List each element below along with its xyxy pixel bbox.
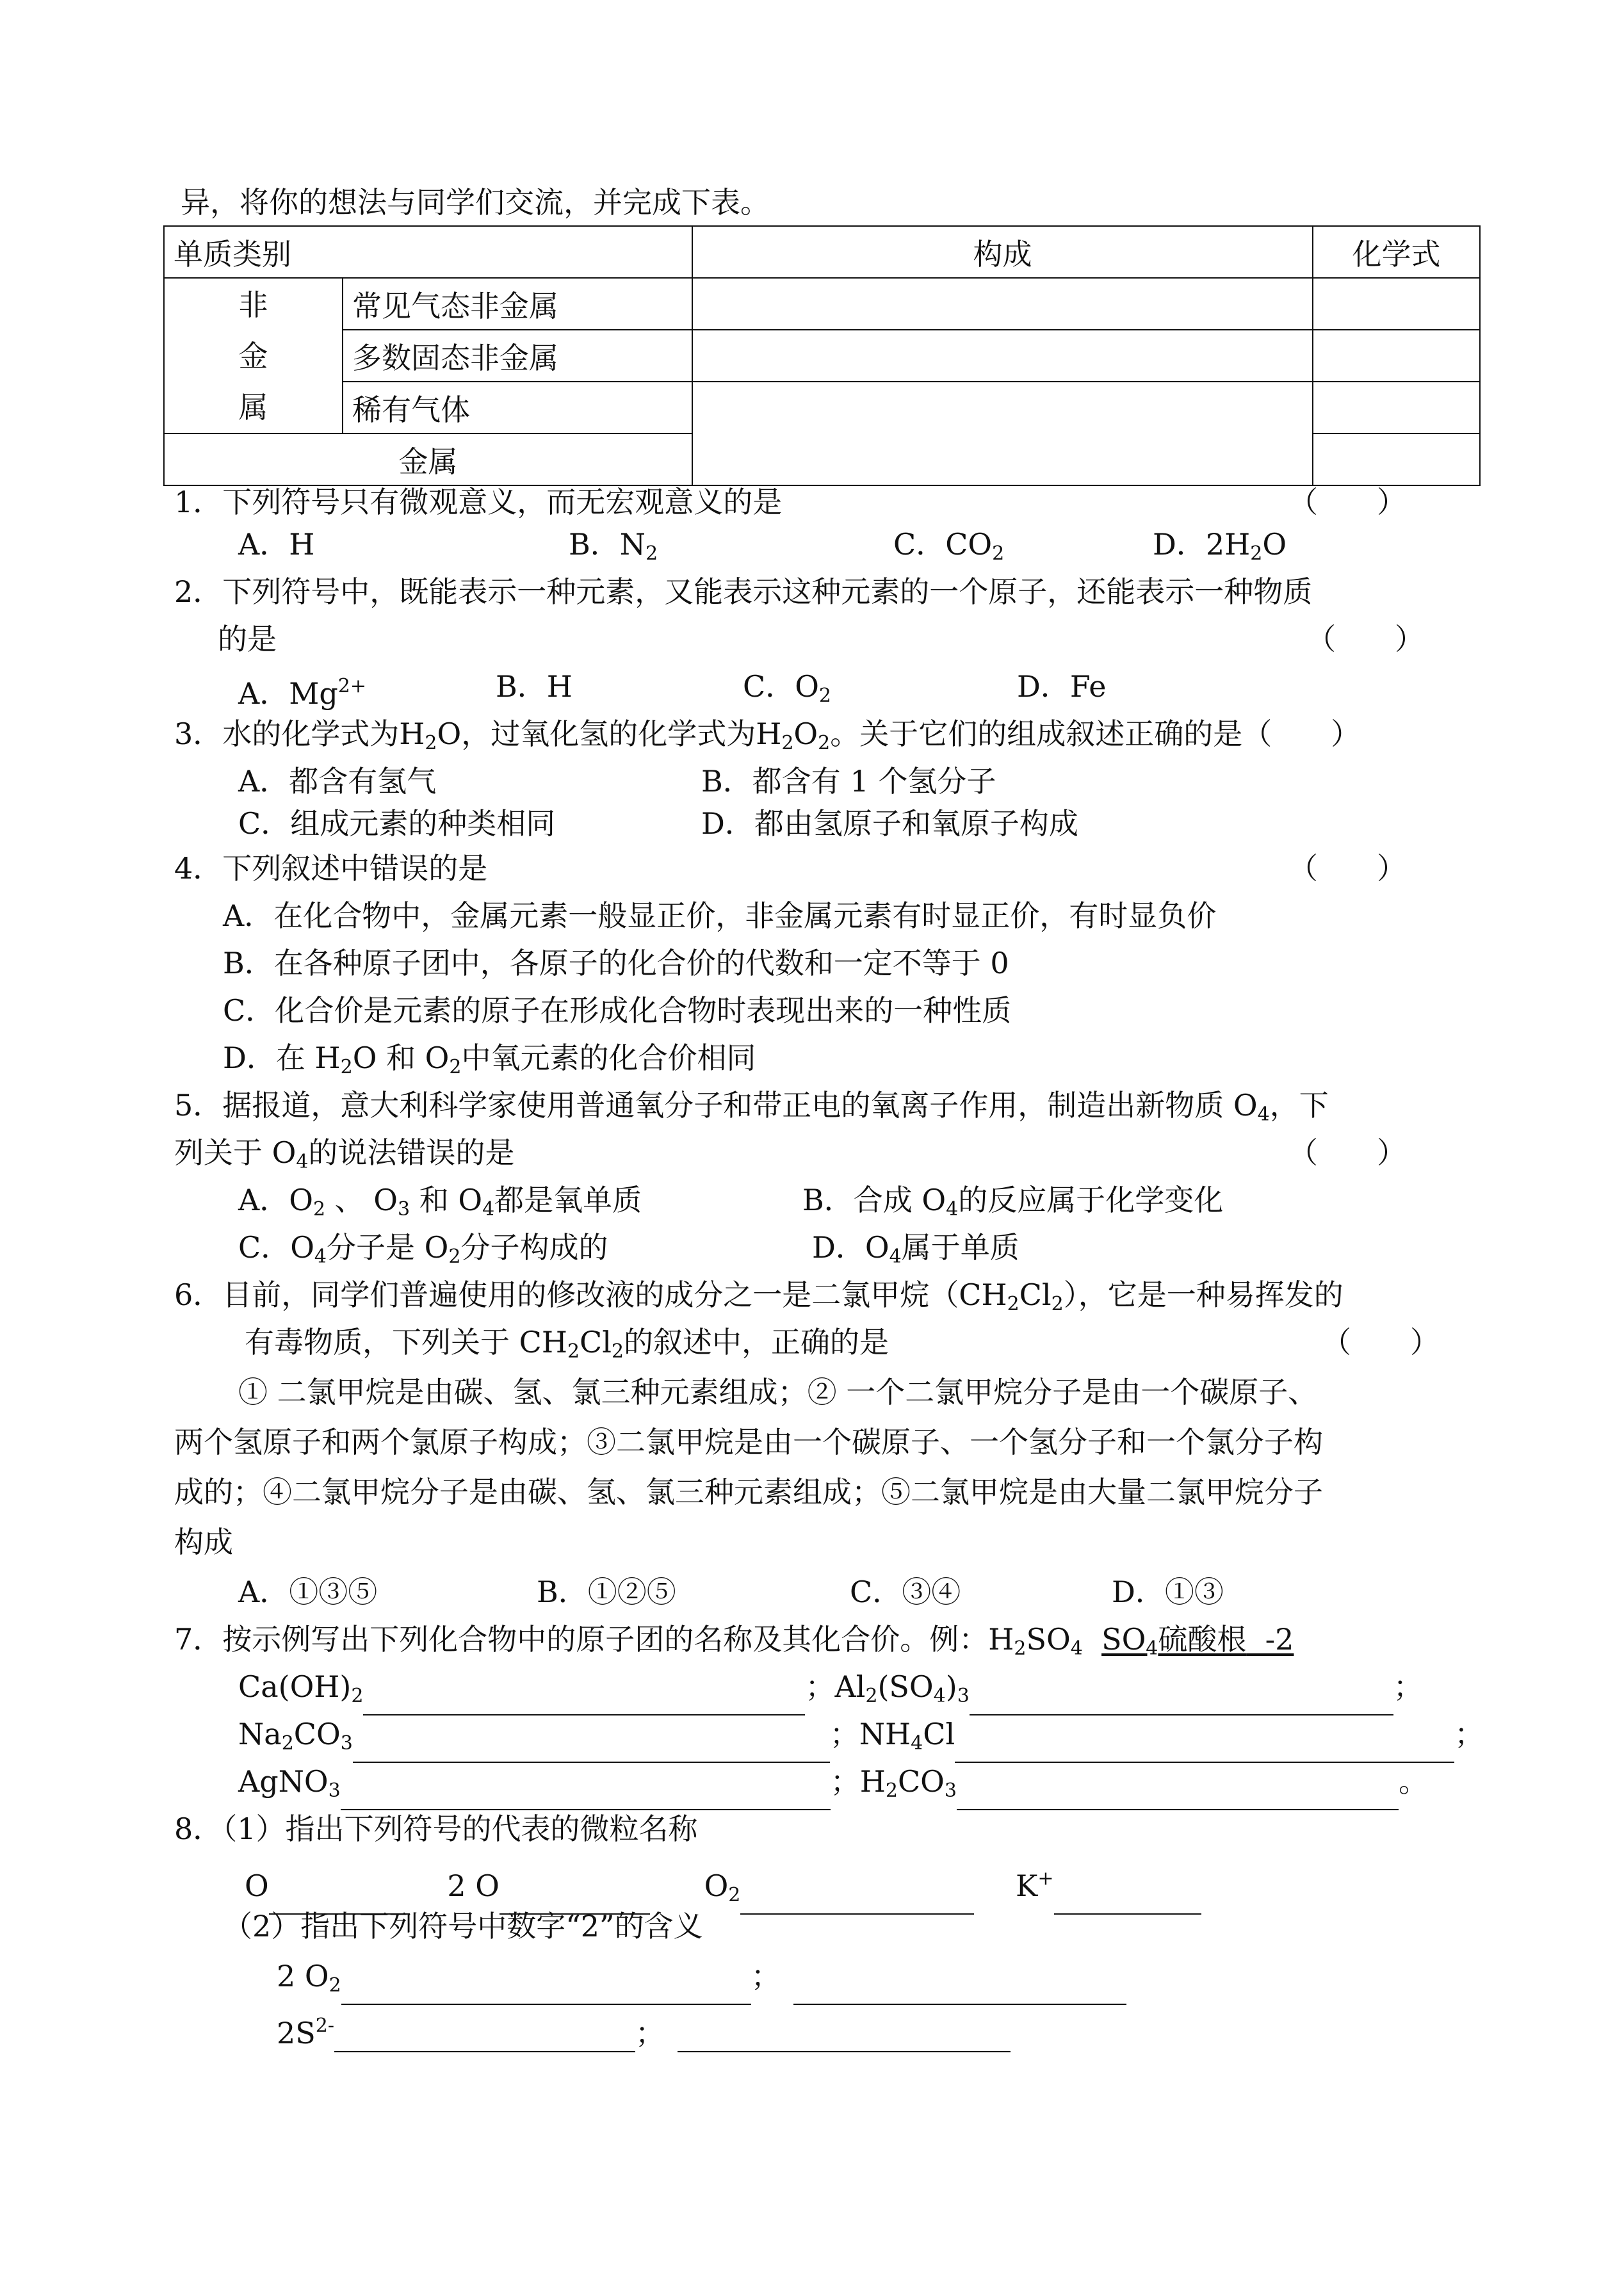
q7-answer-blank[interactable] <box>353 1730 830 1763</box>
formula-cell[interactable] <box>1313 382 1480 434</box>
nonmetal-char: 金 <box>238 338 268 373</box>
q6-statement-line: 成的；④二氯甲烷分子是由碳、氢、氯三种元素组成；⑤二氯甲烷是由大量二氯甲烷分子 <box>174 1475 1323 1509</box>
q7-stem: 7．按示例写出下列化合物中的原子团的名称及其化合价。例：$H_2SO_4$ $SO_4$硫酸根 -2 <box>174 1622 1294 1660</box>
q7-answer-blank[interactable] <box>970 1682 1393 1715</box>
q7-example-answer: $SO_4$硫酸根 -2 <box>1101 1622 1294 1660</box>
header-category: 单质类别 <box>164 226 692 278</box>
intro-text: 异，将你的想法与同学们交流，并完成下表。 <box>181 185 770 220</box>
q7-answer-blank[interactable] <box>955 1730 1454 1763</box>
q4-stem: 4．下列叙述中错误的是 <box>174 851 488 886</box>
q7-row: AgNO$_3$ ；$H_2CO_3$ 。 <box>238 1762 1428 1810</box>
q4-option-a[interactable]: A．在化合物中，金属元素一般显正价，非金属元素有时显正价，有时显负价 <box>223 898 1217 933</box>
q5-stem-line1: 5．据报道，意大利科学家使用普通氧分子和带正电的氧离子作用，制造出新物质 $O_4$，下 <box>174 1088 1329 1126</box>
q8-part2-row: 2 $O_2$ ； <box>277 1957 1126 2005</box>
q3-stem: 3．水的化学式为$H_2O$，过氧化氢的化学式为$H_2O_2$。关于它们的组成叙述正确的是（ ） <box>174 717 1361 754</box>
structure-cell[interactable] <box>692 278 1313 330</box>
q2-option-d[interactable]: D．Fe <box>1017 669 1107 704</box>
nonmetal-vertical-label <box>164 278 343 434</box>
q5-option-a[interactable]: A．$O_2$ 、 $O_3$ 和 $O_4$都是氧单质 <box>238 1183 642 1220</box>
q6-option-b[interactable]: B．①②⑤ <box>537 1575 676 1609</box>
q4-option-c[interactable]: C．化合价是元素的原子在形成化合物时表现出来的一种性质 <box>223 993 1012 1028</box>
q6-option-c[interactable]: C．③④ <box>850 1575 961 1609</box>
table-row <box>164 278 1480 330</box>
q8-part2-row: $2S^{2-}$ ； <box>277 2007 1011 2052</box>
q5-stem-line2: 列关于 $O_4$的说法错误的是 <box>174 1135 515 1173</box>
q8-answer-blank[interactable] <box>334 2019 635 2052</box>
q5-option-d[interactable]: D．$O_4$属于单质 <box>812 1230 1019 1268</box>
nonmetal-char: 非 <box>238 287 268 322</box>
table-row <box>164 382 1480 434</box>
q2-stem-line2: 的是 <box>218 622 277 656</box>
q1-option-a[interactable]: A．H <box>238 527 315 562</box>
formula-cell[interactable] <box>1313 434 1480 485</box>
structure-cell[interactable] <box>692 330 1313 382</box>
q5-answer-paren[interactable]: （ ） <box>1288 1135 1406 1170</box>
q2-answer-paren[interactable]: （ ） <box>1306 622 1424 656</box>
q6-statement-line: 两个氢原子和两个氯原子构成；③二氯甲烷是由一个碳原子、一个氢分子和一个氯分子构 <box>174 1425 1323 1459</box>
q6-statement-line: 构成 <box>174 1525 233 1559</box>
q3-option-c[interactable]: C．组成元素的种类相同 <box>238 806 556 841</box>
table-header-row <box>164 226 1480 278</box>
formula-cell[interactable] <box>1313 278 1480 330</box>
q2-option-c[interactable]: C．$O_2$ <box>743 669 832 707</box>
q4-option-b[interactable]: B．在各种原子团中，各原子的化合价的代数和一定不等于 0 <box>223 946 1009 980</box>
q7-answer-blank[interactable] <box>341 1777 831 1810</box>
q1-stem: 1．下列符号只有微观意义，而无宏观意义的是 <box>174 485 783 519</box>
q7-row: $Na_2CO_3$ ；$NH_4Cl$ ； <box>238 1715 1484 1763</box>
structure-cell-merged[interactable] <box>692 382 1313 485</box>
q8-stem: 8．（1）指出下列符号的代表的微粒名称 <box>174 1812 698 1846</box>
row-noble-gas: 稀有气体 <box>343 382 692 434</box>
q1-answer-paren[interactable]: （ ） <box>1288 485 1406 519</box>
q2-option-b[interactable]: B．H <box>496 669 572 704</box>
element-classification-table <box>163 225 1481 486</box>
q8-answer-blank[interactable] <box>740 1881 974 1915</box>
nonmetal-char: 属 <box>238 389 268 425</box>
q2-stem-line1: 2．下列符号中，既能表示一种元素，又能表示这种元素的一个原子，还能表示一种物质 <box>174 574 1313 609</box>
q8-answer-blank[interactable] <box>793 1972 1126 2005</box>
q1-option-c[interactable]: C．$CO_2$ <box>893 527 1005 565</box>
q1-option-b[interactable]: B．$N_2$ <box>569 527 658 565</box>
q5-option-c[interactable]: C．$O_4$分子是 $O_2$分子构成的 <box>238 1230 608 1268</box>
q8-part2-stem: （2）指出下列符号中数字“2”的含义 <box>223 1909 703 1943</box>
q7-row: $Ca(OH)_2$ ；$Al_2(SO_4)_3$ ； <box>238 1667 1423 1715</box>
header-structure: 构成 <box>692 226 1313 278</box>
q6-statement-line: ① 二氯甲烷是由碳、氢、氯三种元素组成；② 一个二氯甲烷分子是由一个碳原子、 <box>238 1375 1318 1409</box>
q4-option-d[interactable]: D．在 $H_2O$ 和 $O_2$中氧元素的化合价相同 <box>223 1041 756 1078</box>
q4-answer-paren[interactable]: （ ） <box>1288 851 1406 886</box>
q6-stem-line2: 有毒物质，下列关于 $CH_2Cl_2$的叙述中，正确的是 <box>245 1325 889 1363</box>
q6-option-d[interactable]: D．①③ <box>1112 1575 1224 1609</box>
q8-answer-blank[interactable] <box>1054 1881 1201 1915</box>
header-formula: 化学式 <box>1313 226 1480 278</box>
q3-option-b[interactable]: B．都含有 1 个氢分子 <box>701 764 996 799</box>
row-metal: 金属 <box>164 434 692 485</box>
row-solid-nonmetal: 多数固态非金属 <box>343 330 692 382</box>
q5-option-b[interactable]: B．合成 $O_4$的反应属于化学变化 <box>802 1183 1224 1220</box>
q2-option-a[interactable]: A．$Mg^{2+}$ <box>238 675 367 711</box>
formula-cell[interactable] <box>1313 330 1480 382</box>
q1-option-d[interactable]: D．$2H_2O$ <box>1153 527 1287 565</box>
q3-option-a[interactable]: A．都含有氢气 <box>238 764 437 799</box>
row-gaseous-nonmetal: 常见气态非金属 <box>343 278 692 330</box>
q6-stem-line1: 6．目前，同学们普遍使用的修改液的成分之一是二氯甲烷$(CH_2Cl_2)$，它是一种易挥发的 <box>174 1277 1344 1315</box>
table-row <box>164 330 1480 382</box>
q7-answer-blank[interactable] <box>363 1682 805 1715</box>
q6-answer-paren[interactable]: （ ） <box>1322 1325 1440 1359</box>
q7-answer-blank[interactable] <box>957 1777 1399 1810</box>
q3-option-d[interactable]: D．都由氢原子和氧原子构成 <box>701 806 1078 841</box>
q8-answer-blank[interactable] <box>341 1972 751 2005</box>
q8-part1-row: O 2 O $O_2$ K+ <box>245 1860 1201 1915</box>
q8-answer-blank[interactable] <box>678 2019 1011 2052</box>
q6-option-a[interactable]: A．①③⑤ <box>238 1575 378 1609</box>
